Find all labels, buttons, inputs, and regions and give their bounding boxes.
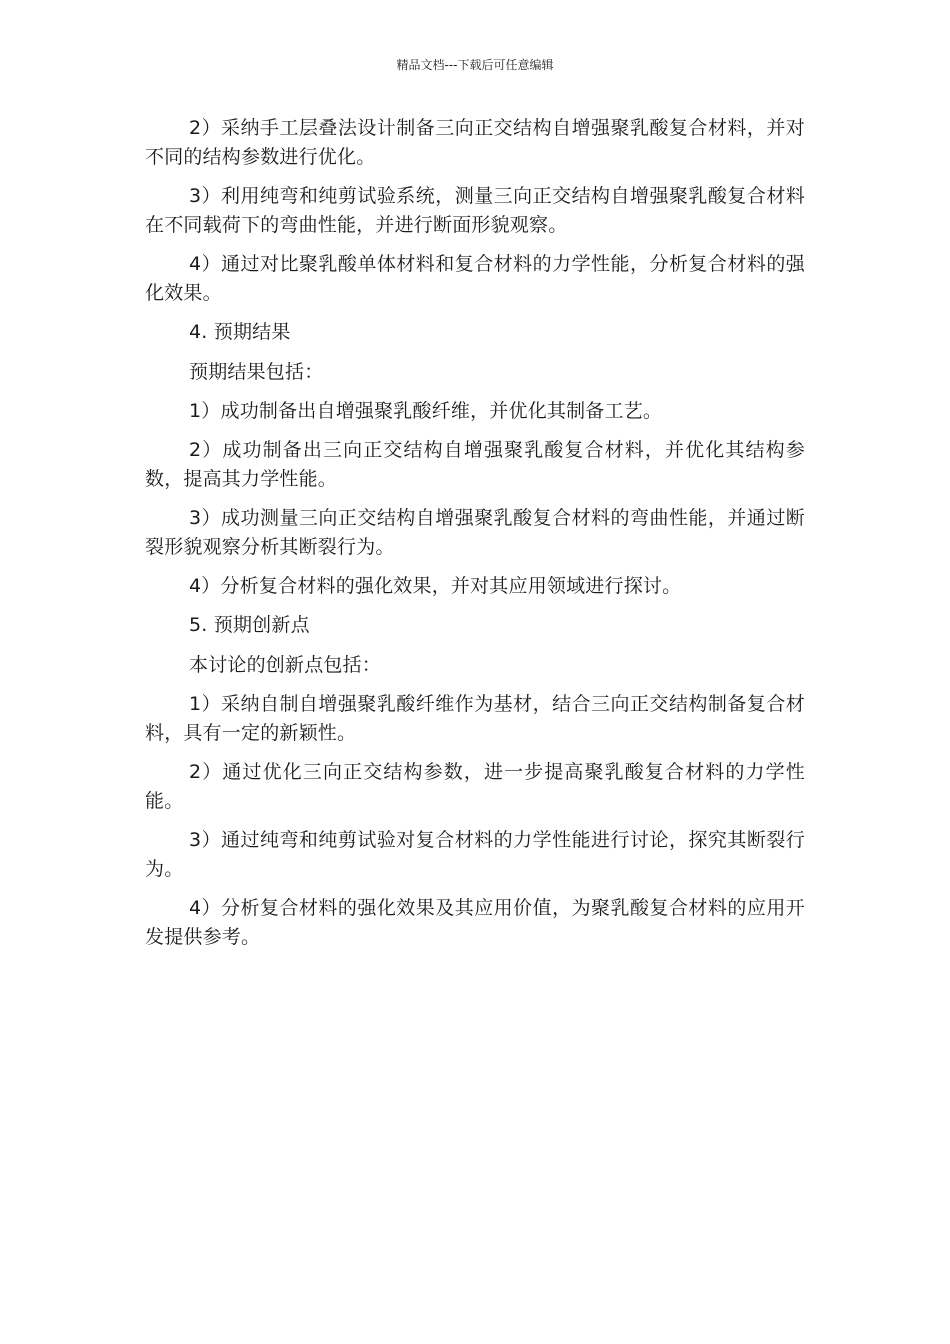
paragraph-method-4: 4）通过对比聚乳酸单体材料和复合材料的力学性能，分析复合材料的强化效果。	[145, 253, 805, 304]
section-heading-innovation: 5. 预期创新点	[189, 614, 310, 636]
section-heading-expected-results: 4. 预期结果	[189, 321, 291, 343]
paragraph-method-2: 2）采纳手工层叠法设计制备三向正交结构自增强聚乳酸复合材料，并对不同的结构参数进行优化。	[145, 117, 805, 168]
paragraph-innovation-1: 1）采纳自制自增强聚乳酸纤维作为基材，结合三向正交结构制备复合材料，具有一定的新颖性。	[145, 693, 805, 744]
page-header: 精品文档---下载后可任意编辑	[396, 58, 554, 72]
paragraph-result-4: 4）分析复合材料的强化效果，并对其应用领域进行探讨。	[189, 575, 682, 597]
paragraph-method-3: 3）利用纯弯和纯剪试验系统，测量三向正交结构自增强聚乳酸复合材料在不同载荷下的弯曲性能，并进行断面形貌观察。	[145, 185, 805, 236]
paragraph-innovation-2: 2）通过优化三向正交结构参数，进一步提高聚乳酸复合材料的力学性能。	[145, 761, 805, 812]
paragraph-innovation-3: 3）通过纯弯和纯剪试验对复合材料的力学性能进行讨论，探究其断裂行为。	[145, 829, 805, 880]
paragraph-innovation-intro: 本讨论的创新点包括：	[189, 654, 382, 676]
paragraph-result-3: 3）成功测量三向正交结构自增强聚乳酸复合材料的弯曲性能，并通过断裂形貌观察分析其断裂行为。	[145, 507, 805, 558]
document-body	[145, 114, 805, 962]
paragraph-result-2: 2）成功制备出三向正交结构自增强聚乳酸复合材料，并优化其结构参数，提高其力学性能。	[145, 439, 805, 490]
paragraph-result-1: 1）成功制备出自增强聚乳酸纤维，并优化其制备工艺。	[189, 400, 663, 422]
paragraph-results-intro: 预期结果包括：	[189, 361, 324, 383]
paragraph-innovation-4: 4）分析复合材料的强化效果及其应用价值，为聚乳酸复合材料的应用开发提供参考。	[145, 897, 805, 948]
